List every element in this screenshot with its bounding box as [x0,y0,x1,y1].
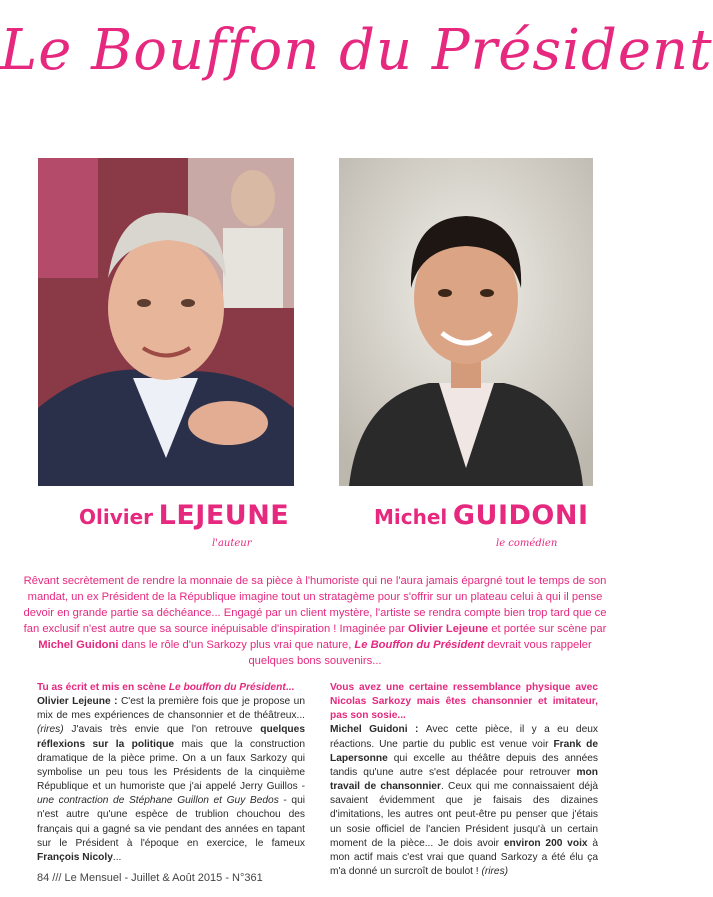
author-name [79,500,289,531]
interview-column-left [37,681,305,865]
author-first-name: Olivier [79,505,154,529]
actor-name [374,500,589,531]
intro-text-3: dans le rôle d'un Sarkozy plus vrai que nature, [118,639,355,651]
page-title: Le Bouffon du Président [0,18,713,83]
answer-bold: Frank de Lapersonne [330,738,598,764]
intro-author: Olivier Lejeune [407,623,489,635]
intro-text-4: devrait vous rappeler quelques bons souvenirs... [248,639,592,667]
answer-bold: quelques réflexions sur la politique [37,724,305,750]
actor-last-name: GUIDONI [452,500,589,531]
actor-first-name: Michel [374,505,448,529]
rires-note: (rires) [481,866,509,878]
author-role: l'auteur [212,538,252,549]
portrait-olivier-lejeune [38,158,294,486]
answer-bold: mon travail de chansonnier [330,766,598,793]
speaker-michel: Michel Guidoni : [330,724,426,736]
answer-italic: une contraction de Stéphane Guillon et Guy Bedos [37,795,279,807]
answer-text: qui excelle au théâtre depuis des années tandis qu'une autre s'est déplacée pour retrouver [330,752,598,778]
answer-text: à mon actif mais c'est vrai que quand Sarkozy a été élu ça m'a donné un surcroît de boulot ! [330,837,599,878]
answer-bold: François Nicoly [37,851,113,863]
intro-text-2: et portée sur scène par [488,623,607,635]
answer-text: ... [112,851,122,863]
intro-actor: Michel Guidoni [38,639,119,651]
answer-text: mais que la construction dramatique de la pièce prime. On a un faux Sarkozy qui symbolise un peu tous les Présidents de la cinquième République et un humoriste que j'ai appelé Jerry Guillos - [37,738,305,793]
intro-text-1: Rêvant secrètement de rendre la monnaie de sa pièce à l'humoriste qui ne l'aura jamais épargné tout le temps de son mandat, un ex Président de la République imagine tout un stratagème pour s'offrir sur un plateau celui à qui il pense devoir en grande partie sa déchéance... Engagé par un client mystère, l'artiste se rendra compte bien trop tard que ce fan exclusif n'est autre que sa source inépuisable d'inspiration ! Imaginée par [23,575,607,635]
intro-paragraph [20,573,610,669]
answer-text: - qui n'est autre qu'une espèce de trublion chouchou des français qui a gagné sa vie pendant des années en tapant sur le Président à l'époque en exercice, le fameux [37,795,305,849]
question-right: Vous avez une certaine ressemblance physique avec Nicolas Sarkozy mais êtes chansonnier et imitateur, pas son sosie... [330,682,598,722]
answer-text: . Ceux qui me connaissaient déjà savaient évidemment que je faisais des dizaines d'imitations, les autres ont peut-être pu penser que j'étais un sosie officiel de l'ancien Président jusqu'à un certain moment de la pièce... Je dois avoir [330,781,598,849]
answer-text: Avec cette pièce, il y a eu deux réactions. Une partie du public est venue voir [330,724,598,750]
rires-note: (rires) [37,724,64,736]
author-last-name: LEJEUNE [158,500,290,531]
answer-bold: environ 200 voix [503,837,588,849]
intro-play-title: Le Bouffon du Président [354,639,485,651]
answer-text: J'avais très envie que l'on retrouve [63,724,261,736]
interview-column-right [330,681,598,879]
portrait-michel-guidoni [339,158,593,486]
page-footer: 84 /// Le Mensuel - Juillet & Août 2015 - N°361 [37,872,263,884]
speaker-olivier: Olivier Lejeune : [37,696,121,708]
answer-text: C'est la première fois que je propose un mix de mes expériences de chansonnier et de théâtreux... [37,696,305,722]
question-left: Tu as écrit et mis en scène Le bouffon du Président... [37,682,295,693]
actor-role: le comédien [496,538,558,549]
